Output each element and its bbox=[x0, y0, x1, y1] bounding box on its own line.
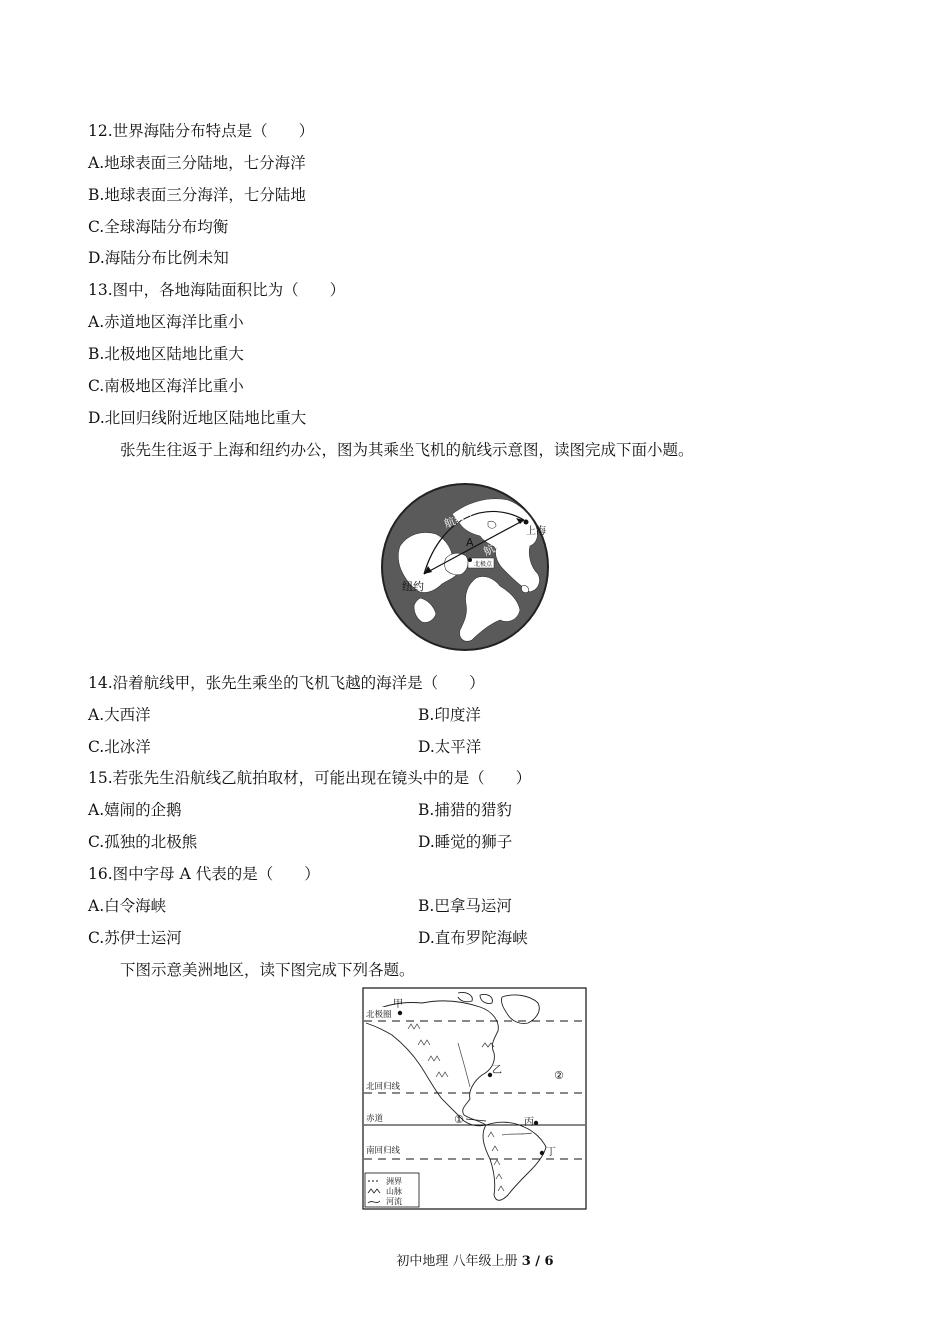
q12-stem: 12.世界海陆分布特点是（ ） bbox=[88, 122, 315, 140]
q14-option-a: A.大西洋 bbox=[88, 706, 151, 724]
letter-a-label: A bbox=[466, 536, 474, 549]
q15-option-d: D.睡觉的狮子 bbox=[418, 833, 513, 851]
point-bing bbox=[534, 1121, 538, 1125]
north-pole-dot bbox=[468, 558, 472, 562]
island bbox=[488, 521, 496, 528]
intro-americas: 下图示意美洲地区，读下图完成下列各题。 bbox=[120, 961, 415, 979]
tropic-cancer-label: 北回归线 bbox=[366, 1082, 401, 1092]
route-b-label: 航线乙 bbox=[481, 531, 517, 559]
legend-river-label: 河流 bbox=[386, 1197, 402, 1206]
q16-option-d: D.直布罗陀海峡 bbox=[418, 929, 528, 947]
q12-option-d: D.海陆分布比例未知 bbox=[88, 249, 229, 267]
americas-map-figure bbox=[362, 987, 587, 1210]
page-number: 3 / 6 bbox=[521, 1254, 554, 1269]
point-ding bbox=[540, 1151, 544, 1155]
q13-option-d: D.北回归线附近地区陆地比重大 bbox=[88, 409, 307, 427]
legend-boundary-label: 洲界 bbox=[386, 1177, 402, 1186]
point-ding-label: 丁 bbox=[546, 1147, 556, 1158]
q12-option-c: C.全球海陆分布均衡 bbox=[88, 218, 229, 236]
page-footer bbox=[0, 1250, 950, 1269]
newyork-label: 纽约 bbox=[402, 580, 424, 593]
point-jia-label: 甲 bbox=[393, 999, 403, 1010]
q13-option-c: C.南极地区海洋比重小 bbox=[88, 377, 244, 395]
q14-stem: 14.沿着航线甲，张先生乘坐的飞机飞越的海洋是（ ） bbox=[88, 674, 485, 692]
legend-mountain-label: 山脉 bbox=[386, 1187, 402, 1196]
q14-option-c: C.北冰洋 bbox=[88, 738, 151, 756]
point-yi-label: 乙 bbox=[492, 1065, 502, 1076]
q14-option-d: D.太平洋 bbox=[418, 738, 482, 756]
q16-stem: 16.图中字母 A 代表的是（ ） bbox=[88, 865, 320, 883]
q15-stem: 15.若张先生沿航线乙航拍取材，可能出现在镜头中的是（ ） bbox=[88, 769, 532, 787]
q15-option-a: A.嬉闹的企鹅 bbox=[88, 801, 182, 819]
q16-option-c: C.苏伊士运河 bbox=[88, 929, 182, 947]
polar-globe-figure bbox=[380, 474, 550, 660]
intro-flight-routes: 张先生往返于上海和纽约办公，图为其乘坐飞机的航线示意图，读图完成下面小题。 bbox=[120, 441, 694, 459]
route-a-label: 航线甲 bbox=[442, 506, 478, 531]
arctic-circle-label: 北极圈 bbox=[366, 1010, 392, 1020]
q15-option-b: B.捕猎的猎豹 bbox=[418, 801, 512, 819]
q14-option-b: B.印度洋 bbox=[418, 706, 481, 724]
q13-option-b: B.北极地区陆地比重大 bbox=[88, 345, 244, 363]
q16-option-a: A.白令海峡 bbox=[88, 897, 167, 915]
shanghai-dot bbox=[524, 520, 529, 525]
q13-option-a: A.赤道地区海洋比重小 bbox=[88, 313, 244, 331]
marker-two: ② bbox=[554, 1069, 564, 1082]
marker-one: ① bbox=[454, 1113, 464, 1126]
shanghai-label: 上海 bbox=[526, 526, 546, 537]
equator-label: 赤道 bbox=[366, 1114, 384, 1124]
q16-option-b: B.巴拿马运河 bbox=[418, 897, 512, 915]
q13-stem: 13.图中，各地海陆面积比为（ ） bbox=[88, 281, 346, 299]
tropic-capricorn-label: 南回归线 bbox=[366, 1146, 401, 1156]
point-jia bbox=[398, 1011, 402, 1015]
north-pole-label: 北极点 bbox=[474, 561, 493, 568]
point-bing-label: 丙 bbox=[524, 1117, 534, 1128]
footer-subject: 初中地理 八年级上册 bbox=[396, 1254, 522, 1269]
q12-option-b: B.地球表面三分海洋，七分陆地 bbox=[88, 186, 306, 204]
q12-option-a: A.地球表面三分陆地，七分海洋 bbox=[88, 154, 306, 172]
q15-option-c: C.孤独的北极熊 bbox=[88, 833, 198, 851]
